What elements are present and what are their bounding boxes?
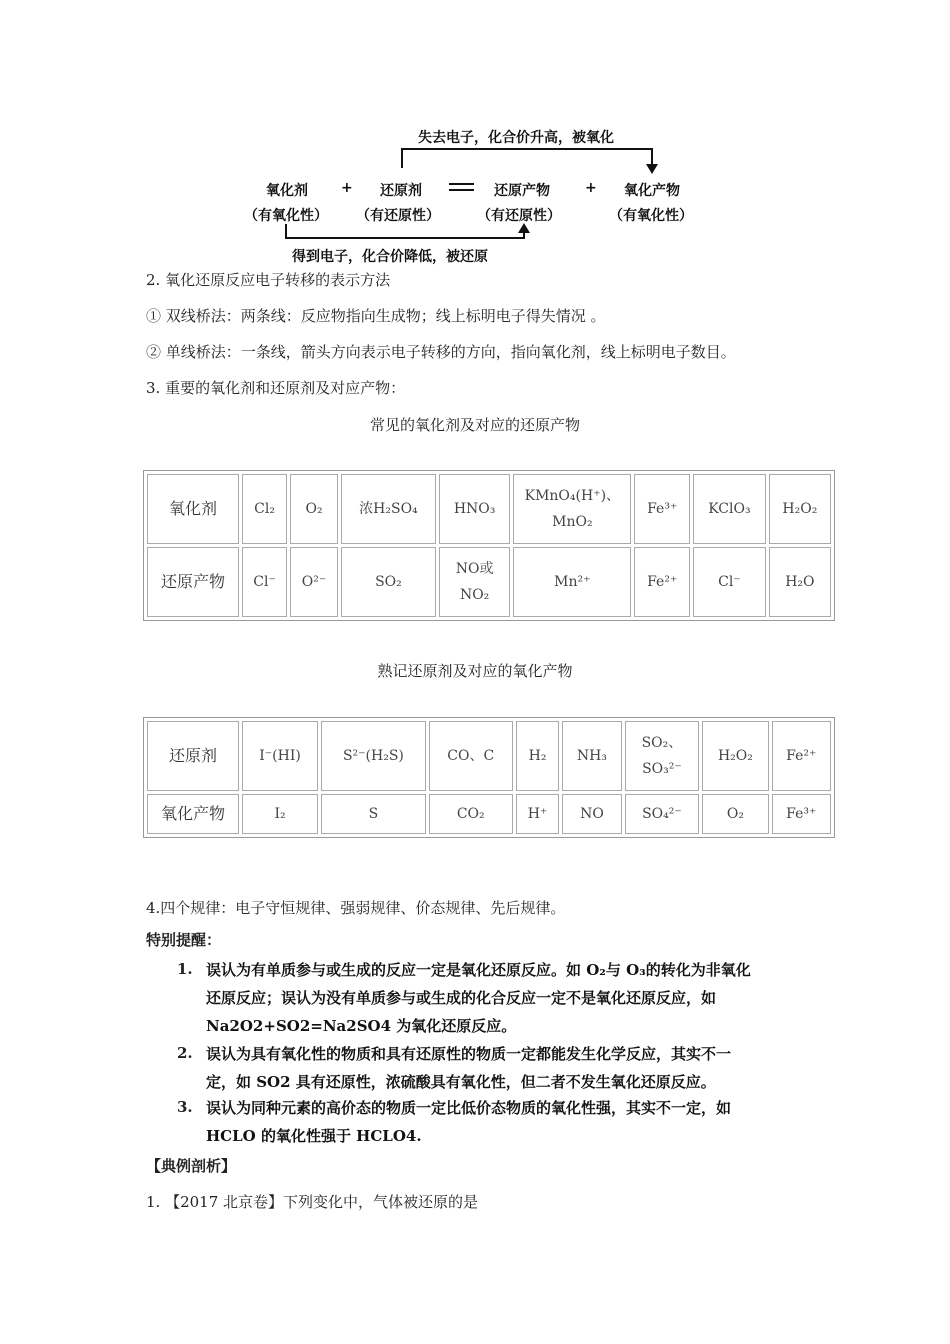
prop-oxidation-product: （有氧化性）: [609, 208, 693, 224]
table-cell: NO: [562, 794, 621, 834]
table1-header-oxidant: 氧化剂: [147, 474, 239, 544]
table2-row-reductants: [147, 721, 831, 791]
bottom-bracket-bar: [285, 237, 525, 239]
reminder-item-3: [206, 1094, 731, 1150]
table-cell: HNO₃: [439, 474, 510, 544]
prop-reductant: （有还原性）: [356, 208, 440, 224]
equal-line-1: [449, 183, 474, 185]
reminder-line: 误认为同种元素的高价态的物质一定比低价态物质的氧化性强，其实不一定，如: [206, 1099, 732, 1117]
cell-line: SO₂、: [641, 735, 683, 751]
diagram-bottom-label: 得到电子，化合价降低，被还原: [292, 249, 488, 265]
reminder-line: 误认为有单质参与或生成的反应一定是氧化还原反应。如 O₂与 O₃的转化为非氧化: [206, 961, 751, 979]
table-cell: 浓H₂SO₄: [341, 474, 436, 544]
table-cell: H⁺: [516, 794, 560, 834]
oxidant-table: [143, 470, 835, 621]
table-cell: SO₂: [341, 547, 436, 617]
table-cell: H₂O: [769, 547, 831, 617]
table-cell: Fe³⁺: [634, 474, 690, 544]
table1-row-oxidants: [147, 474, 831, 544]
reminder-line: 误认为具有氧化性的物质和具有还原性的物质一定都能发生化学反应，其实不一: [206, 1045, 732, 1063]
table-cell: O₂: [702, 794, 768, 834]
section-2-item-1: ① 双线桥法：两条线：反应物指向生成物；线上标明电子得失情况 。: [146, 307, 606, 325]
reminder-item-1: [206, 956, 751, 1040]
cell-line: SO₃²⁻: [642, 761, 682, 777]
top-bracket-left: [401, 148, 403, 168]
table-cell: Fe³⁺: [772, 794, 831, 834]
table-cell: Cl⁻: [242, 547, 287, 617]
table2-caption: 熟记还原剂及对应的氧化产物: [377, 662, 573, 680]
table1-row-products: [147, 547, 831, 617]
term-reductant: 还原剂: [380, 183, 422, 199]
term-oxidant: 氧化剂: [266, 183, 308, 199]
table1-caption: 常见的氧化剂及对应的还原产物: [369, 416, 580, 434]
table-cell: CO、C: [429, 721, 513, 791]
table2-header-product: 氧化产物: [147, 794, 239, 834]
table-cell: [439, 547, 510, 617]
diagram-top-label: 失去电子，化合价升高，被氧化: [418, 130, 614, 146]
table-cell: Cl⁻: [693, 547, 766, 617]
term-plus-1: +: [341, 180, 353, 196]
table-cell: Mn²⁺: [513, 547, 631, 617]
table-cell: [625, 721, 700, 791]
table-cell: SO₄²⁻: [625, 794, 700, 834]
bottom-bracket-left: [285, 224, 287, 238]
reminder-line: Na2O2+SO2=Na2SO4 为氧化还原反应。: [206, 1017, 517, 1035]
equal-line-2: [449, 189, 474, 191]
reminder-item-2-num: 2.: [177, 1044, 193, 1062]
reminder-line: 定，如 SO2 具有还原性，浓硫酸具有氧化性，但二者不发生氧化还原反应。: [206, 1073, 716, 1091]
table-cell: I₂: [242, 794, 318, 834]
cell-line: NO₂: [459, 587, 490, 603]
example-title: 【典例剖析】: [146, 1157, 237, 1175]
table-cell: Fe²⁺: [634, 547, 690, 617]
reminder-line: HCLO 的氧化性强于 HCLO4.: [206, 1127, 422, 1145]
cell-line: NO或: [455, 561, 494, 577]
cell-line: KMnO₄(H⁺)、: [524, 488, 621, 504]
table-cell: Fe²⁺: [772, 721, 831, 791]
table-cell: S: [321, 794, 426, 834]
table-cell: KClO₃: [693, 474, 766, 544]
section-4-title: 4.四个规律：电子守恒规律、强弱规律、价态规律、先后规律。: [146, 899, 566, 917]
table-cell: S²⁻(H₂S): [321, 721, 426, 791]
table-cell: [513, 474, 631, 544]
table-cell: I⁻(HI): [242, 721, 318, 791]
example-question-1: 1. 【2017 北京卷】下列变化中，气体被还原的是: [146, 1193, 479, 1211]
reminder-title: 特别提醒：: [146, 931, 222, 949]
reminder-item-1-num: 1.: [177, 960, 193, 978]
arrow-up-icon: [518, 223, 530, 233]
top-bracket-bar: [401, 148, 653, 150]
arrow-down-icon: [646, 164, 658, 174]
table-cell: Cl₂: [242, 474, 287, 544]
table-cell: H₂O₂: [702, 721, 768, 791]
reminder-item-3-num: 3.: [177, 1098, 193, 1116]
prop-reduction-product: （有还原性）: [477, 208, 561, 224]
table-cell: H₂: [516, 721, 560, 791]
table-cell: O₂: [290, 474, 338, 544]
table-cell: NH₃: [562, 721, 621, 791]
table-cell: O²⁻: [290, 547, 338, 617]
table1-header-product: 还原产物: [147, 547, 239, 617]
section-3-title: 3. 重要的氧化剂和还原剂及对应产物：: [146, 379, 406, 397]
term-oxidation-product: 氧化产物: [624, 183, 680, 199]
table-cell: CO₂: [429, 794, 513, 834]
cell-line: MnO₂: [552, 514, 593, 530]
section-2-item-2: ② 单线桥法：一条线，箭头方向表示电子转移的方向，指向氧化剂，线上标明电子数目。: [146, 343, 736, 361]
reminder-line: 还原反应；误认为没有单质参与或生成的化合反应一定不是氧化还原反应，如: [206, 989, 717, 1007]
section-2-title: 2. 氧化还原反应电子转移的表示方法: [146, 271, 391, 289]
table2-row-products: [147, 794, 831, 834]
prop-oxidant: （有氧化性）: [244, 208, 328, 224]
table-cell: H₂O₂: [769, 474, 831, 544]
table2-header-reductant: 还原剂: [147, 721, 239, 791]
reminder-item-2: [206, 1040, 731, 1096]
term-plus-2: +: [585, 180, 597, 196]
term-reduction-product: 还原产物: [494, 183, 550, 199]
reductant-table: [143, 717, 835, 838]
